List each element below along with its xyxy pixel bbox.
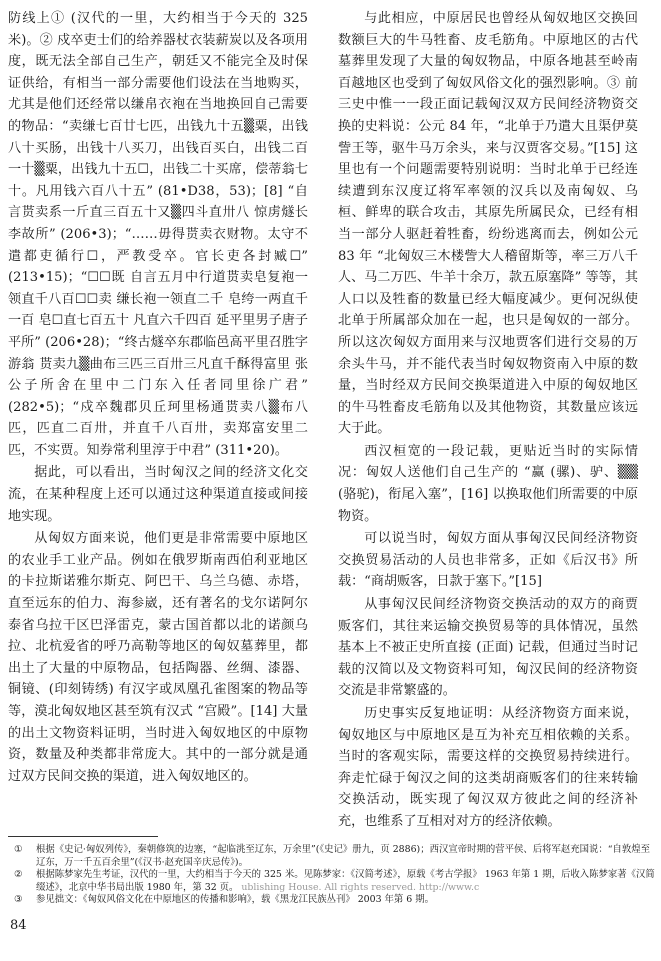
paragraph: 西汉桓宽的一段记载，更贴近当时的实际情况：匈奴人送他们自己生产的 “赢 (骡)、驴、▒▒ (骆驼)，衔尾入塞”，[16] 以换取他们所需要的中原物资。: [338, 443, 638, 524]
footnote: [8, 869, 656, 894]
paragraph: 防线上① (汉代的一里，大约相当于今天的 325 米)。② 戍卒吏士们的给养器杖衣装薪炭以及各项用度，既无法全部自己生产，朝廷又不能完全及时保证供给，有相当一部分需要他们设法在当地购买，尤其是他们还经常以缣帛衣袍在当地换回自己需要的物品：“卖缣七百廿七匹，出钱九十五▒粟，出钱八十买肠，出钱十八买刀，出钱百买白，出钱二百一十▒粟，出钱九十五☐，出钱二十买席，偿蒂翁七十。凡用钱六百八十五” (81•D38，53)；[8] “自言贳卖系一斤直三百五十又▒四斗直卅八 惊虏燧长李故所” (206•3)；“……毋得贳卖衣财物。太守不遣都吏循行☐，严教受卒。官长吏各封臧☐” (213•15)；“☐☐既 自言五月中行道贳卖皂复袍一领直千八百☐☐卖 缣长袍一领直二千 皂绔一两直千一百 皂☐直七百五十 凡直六千四百 延平里男子唐子平所” (206•28)；“终古燧卒东郡临邑高平里召胜字游翁 贳卖九▒曲布三匹三百卅三凡直千酥得富里 张公子所舍在里中二门东入任者同里徐广君” (282•5)；“戍卒魏郡贝丘珂里杨通贳卖八▒布八匹，匹直二百卅，并直千八百卅，卖郑富安里二匹，不实贾。知券常利里淳于中君” (311•20)。: [8, 11, 308, 458]
page-number: 84: [10, 918, 27, 933]
watermark-text: ublishing House. All rights reserved. http://www.c: [241, 881, 480, 893]
footnote-mark: ②: [14, 869, 23, 881]
paragraph: 从事匈汉民间经济物资交换活动的双方的商贾贩客们，其往来运输交换贸易等的具体情况，虽然基本上不被正史所直接 (正面) 记载，但通过当时记载的汉简以及文物资料可知，匈汉民间的经济物资交流是非常繁盛的。: [338, 597, 638, 699]
footnote-text: 根据《史记·匈奴列传》，秦朝修筑的边塞，“起临洮至辽东，万余里”(《史记》册九，页 2886)；西汉宣帝时期的营平侯、后将军赵充国说：“自敦煌至辽东，万一千五百余里”(《汉书·赵充国辛庆忌传》)。: [36, 844, 651, 868]
paragraph: 与此相应，中原居民也曾经从匈奴地区交换回数额巨大的牛马牲畜、皮毛筋角。中原地区的古代墓葬里发现了大量的匈奴物品，中原各地甚至岭南百越地区也受到了匈奴风俗文化的强烈影响。③ 前三史中惟一一段正面记载匈汉双方民间经济物资交换的史料说：公元 84 年，“北单于乃遣大且渠伊莫訾王等，驱牛马万余头，来与汉贾客交易。”[15] 这里也有一个问题需要特别说明：当时北单于已经连续遭到东汉度辽将军率领的汉兵以及南匈奴、乌桓、鲜卑的联合攻击，其原先所属民众，已经有相当一部分人驱赶着牲畜，纷纷逃离而去，例如公元 83 年 “北匈奴三木楼訾大人稽留斯等，率三万八千人、马二万匹、牛羊十余万，款五原塞降” 等等，其人口以及牲畜的数量已经大幅度减少。更何况纵使北单于所属部众加在一起，也只是匈奴的一部分。所以这次匈奴方面用来与汉地贾客们进行交易的万余头牛马，并不能代表当时匈奴物资南入中原的数量，当时经双方民间交换渠道进入中原的匈奴地区的牛马牲畜皮毛筋角以及其他物资，其数量应该远大于此。: [338, 11, 638, 437]
footnotes: [8, 844, 656, 907]
footnote: [8, 844, 656, 869]
footnote-divider: [8, 836, 158, 837]
left-column: [8, 8, 308, 787]
footnote-text: 参见拙文：《匈奴风俗文化在中原地区的传播和影响》，载《黑龙江民族丛刊》 2003 年第 6 期。: [36, 894, 434, 906]
footnote: [8, 894, 656, 907]
paragraph: 可以说当时，匈奴方面从事匈汉民间经济物资交换贸易活动的人员也非常多，正如《后汉书》所载：“商胡贩客，日款于塞下。”[15]: [338, 531, 638, 590]
footnote-body: 根据陈梦家先生考证，汉代的一里，大约相当于今天的 325 米。见陈梦家：《汉简考述》，原载《考古学报》 1963 年第 1 期，后收入陈梦家著《汉简缀述》，北京中华书局出版 1980 年，第 32 页。: [36, 869, 655, 893]
paragraph: 从匈奴方面来说，他们更是非常需要中原地区的农业手工业产品。例如在俄罗斯南西伯利亚地区的卡拉斯诺雅尔斯克、阿巴干、乌兰乌德、赤塔，直至远东的伯力、海参崴，还有著名的戈尔诺阿尔泰省乌拉干区巴泽雷克，蒙古国首都以北的诺颜乌拉、北杭爱省的呼乃高勒等地区的匈奴墓葬里，都出土了大量的中原物品，包括陶器、丝绸、漆器、铜镜、(印刻铸绣) 有汉字或凤凰孔雀图案的物品等等，漠北匈奴地区甚至筑有汉式 “宫殿”。[14] 大量的出土文物资料证明，当时进入匈奴地区的中原物资，数量及种类都非常庞大。其中的一部分就是通过双方民间交换的渠道，进入匈奴地区的。: [8, 531, 308, 784]
paragraph: 历史事实反复地证明：从经济物资方面来说，匈奴地区与中原地区是互为补充互相依赖的关系。当时的客观实际，需要这样的交换贸易持续进行。奔走忙碌于匈汉之间的这类胡商贩客们的往来转输交换活动，既实现了匈汉双方彼此之间的经济补充，也维系了互相对对方的经济依赖。: [338, 706, 638, 829]
footnote-text: [36, 869, 656, 894]
footnote-mark: ③: [14, 894, 23, 906]
footnote-mark: ①: [14, 844, 23, 855]
right-column: [338, 8, 638, 833]
paragraph: 据此，可以看出，当时匈汉之间的经济文化交流，在某种程度上还可以通过这种渠道直接或间接地实现。: [8, 465, 308, 524]
